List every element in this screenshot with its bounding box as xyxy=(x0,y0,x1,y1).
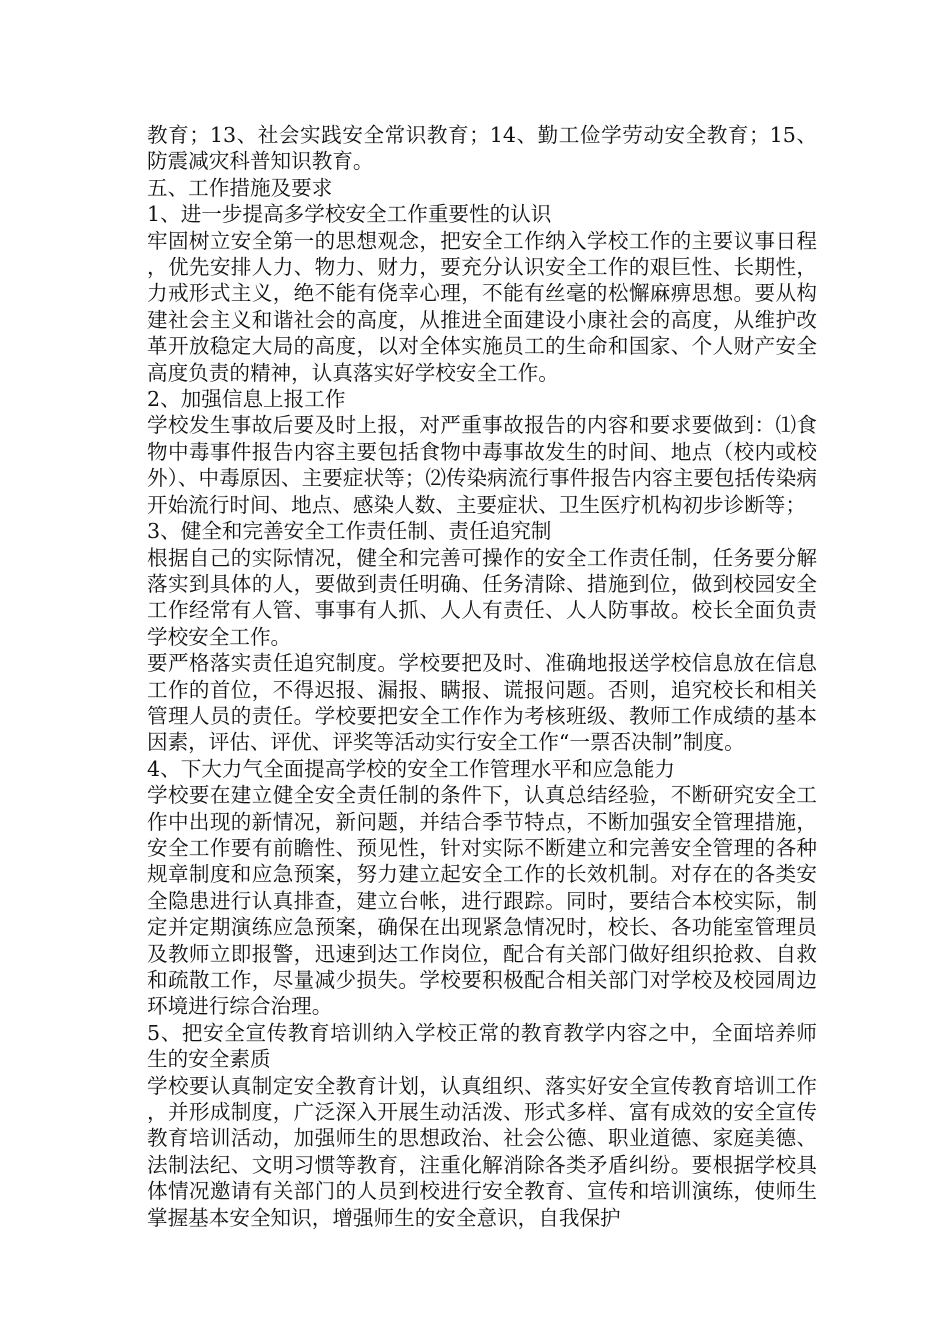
document-body xyxy=(147,122,817,1231)
section-heading-measures: 五、工作措施及要求 xyxy=(147,175,333,200)
paragraph-accident-reporting: 学校发生事故后要及时上报，对严重事故报告的内容和要求要做到：⑴食物中毒事件报告内容主要包括食物中毒事故发生的时间、地点（校内或校外）、中毒原因、主要症状等；⑵传染病流行事件报告内容主要包括传染病开始流行时间、地点、感染人数、主要症状、卫生医疗机构初步诊断等； xyxy=(147,413,817,517)
subheading-4-management: 4、下大力气全面提高学校的安全工作管理水平和应急能力 xyxy=(147,756,675,781)
paragraph-responsibility-system: 根据自己的实际情况，健全和完善可操作的安全工作责任制，任务要分解落实到具体的人，要做到责任明确、任务清除、措施到位，做到校园安全工作经常有人管、事事有人抓、人人有责任、人人防事故。校长全面负责学校安全工作。 xyxy=(147,545,817,649)
paragraph-accountability: 要严格落实责任追究制度。学校要把及时、准确地报送学校信息放在信息工作的首位，不得迟报、漏报、瞒报、谎报问题。否则，追究校长和相关管理人员的责任。学校要把安全工作作为考核班级、教师工作成绩的基本因素，评估、评优、评奖等活动实行安全工作“一票否决制”制度。 xyxy=(147,651,817,755)
paragraph-education-list: 教育；13、社会实践安全常识教育；14、勤工俭学劳动安全教育；15、防震减灾科普知识教育。 xyxy=(147,123,817,174)
subheading-3-responsibility: 3、健全和完善安全工作责任制、责任追究制 xyxy=(147,519,552,544)
subheading-2-reporting: 2、加强信息上报工作 xyxy=(147,387,346,412)
paragraph-safety-first: 牢固树立安全第一的思想观念，把安全工作纳入学校工作的主要议事日程，优先安排人力、物力、财力，要充分认识安全工作的艰巨性、长期性，力戒形式主义，绝不能有侥幸心理，不能有丝毫的松懈麻痹思想。要从构建社会主义和谐社会的高度，从推进全面建设小康社会的高度，从维护改革开放稳定大局的高度，以对全体实施员工的生命和国家、个人财产安全高度负责的精神，认真落实好学校安全工作。 xyxy=(147,228,817,385)
subheading-5-training: 5、把安全宣传教育培训纳入学校正常的教育教学内容之中，全面培养师生的安全素质 xyxy=(147,1020,817,1072)
paragraph-safety-education: 学校要认真制定安全教育计划，认真组织、落实好安全宣传教育培训工作，并形成制度，广泛深入开展生动活泼、形式多样、富有成效的安全宣传教育培训活动，加强师生的思想政治、社会公德、职业道德、家庭美德、法制法纪、文明习惯等教育，注重化解消除各类矛盾纠纷。要根据学校具体情况邀请有关部门的人员到校进行安全教育、宣传和培训演练，使师生掌握基本安全知识，增强师生的安全意识，自我保护 xyxy=(147,1073,817,1230)
subheading-1-importance: 1、进一步提高多学校安全工作重要性的认识 xyxy=(147,202,552,227)
paragraph-emergency-capacity: 学校要在建立健全安全责任制的条件下，认真总结经验，不断研究安全工作中出现的新情况，新问题，并结合季节特点，不断加强安全管理措施，安全工作要有前瞻性、预见性，针对实际不断建立和完善安全管理的各种规章制度和应急预案，努力建立起安全工作的长效机制。对存在的各类安全隐患进行认真排查，建立台帐，进行跟踪。同时，要结合本校实际，制定并定期演练应急预案，确保在出现紧急情况时，校长、各功能室管理员及教师立即报警，迅速到达工作岗位，配合有关部门做好组织抢救、自救和疏散工作，尽量减少损失。学校要积极配合相关部门对学校及校园周边环境进行综合治理。 xyxy=(147,783,817,1019)
